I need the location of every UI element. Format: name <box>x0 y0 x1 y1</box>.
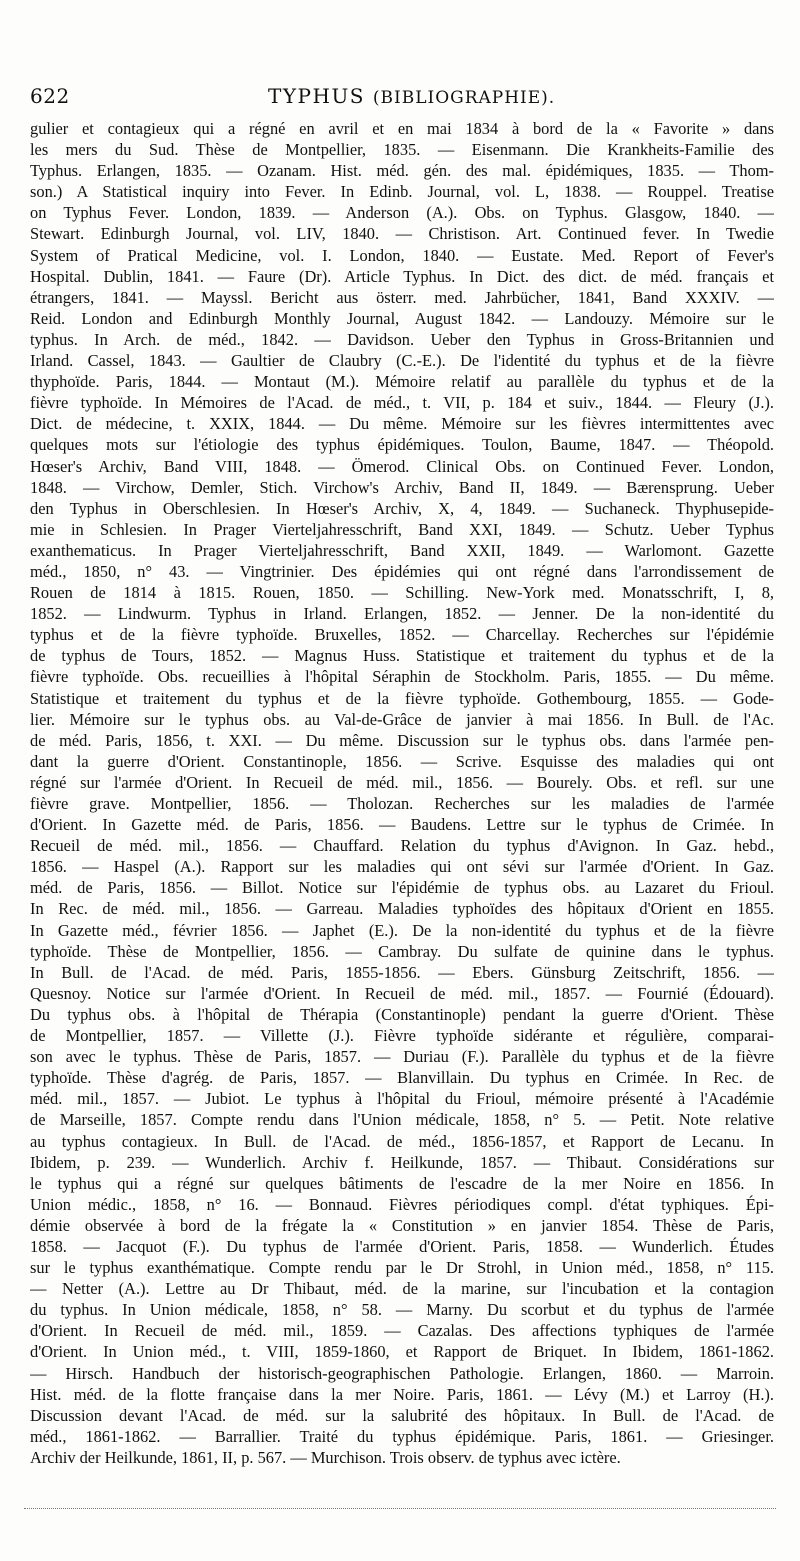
text-line: au typhus contagieux. In Bull. de l'Acad. de méd., 1856-1857, et Rapport de Lecanu. In <box>30 1131 774 1151</box>
text-line: 1852. — Lindwurm. Typhus in Irland. Erlangen, 1852. — Jenner. De la non-identité du <box>30 604 774 624</box>
text-line: son.) A Statistical inquiry into Fever. In Edinb. Journal, vol. L, 1838. — Rouppel. Treatise <box>30 182 774 202</box>
text-line: System of Pratical Medicine, vol. I. London, 1840. — Eustate. Med. Report of Fever's <box>30 245 774 265</box>
text-line: Discussion devant l'Acad. de méd. sur la salubrité des hôpitaux. In Bull. de l'Acad. de <box>30 1405 774 1425</box>
bottom-dotted-rule <box>24 1508 776 1509</box>
text-line: d'Orient. In Gazette méd. de Paris, 1856. — Baudens. Lettre sur le typhus de Crimée. In <box>30 815 774 835</box>
text-line: Quesnoy. Notice sur l'armée d'Orient. In Recueil de méd. mil., 1857. — Fournié (Édouard). <box>30 983 774 1003</box>
text-line: de Marseille, 1857. Compte rendu dans l'Union médicale, 1858, n° 5. — Petit. Note relative <box>30 1110 774 1130</box>
text-line: den Typhus in Oberschlesien. In Hœser's Archiv, X, 4, 1849. — Suchaneck. Thyphusepide- <box>30 498 774 518</box>
text-line: gulier et contagieux qui a régné en avril et en mai 1834 à bord de la « Favorite » dans <box>30 119 774 138</box>
text-line: Ibidem, p. 239. — Wunderlich. Archiv f. Heilkunde, 1857. — Thibaut. Considérations sur <box>30 1152 774 1172</box>
text-line: typhus et de la fièvre typhoïde. Bruxelles, 1852. — Charcellay. Recherches sur l'épidémie <box>30 625 774 645</box>
text-line: thyphoïde. Paris, 1844. — Montaut (M.). Mémoire relatif au parallèle du typhus et de la <box>30 372 774 392</box>
text-line: In Bull. de l'Acad. de méd. Paris, 1855-1856. — Ebers. Günsburg Zeitschrift, 1856. — <box>30 962 774 982</box>
text-line: le typhus qui a régné sur quelques bâtiments de l'escadre de la mer Noire en 1856. In <box>30 1173 774 1193</box>
text-line: Hœser's Archiv, Band VIII, 1848. — Ömerod. Clinical Obs. on Continued Fever. London, <box>30 456 774 476</box>
text-line: de Montpellier, 1857. — Villette (J.). Fièvre typhoïde sidérante et régulière, comparai- <box>30 1026 774 1046</box>
text-line: lier. Mémoire sur le typhus obs. au Val-de-Grâce de janvier à mai 1856. In Bull. de l'Ac. <box>30 709 774 729</box>
text-line: Statistique et traitement du typhus et de la fièvre typhoïde. Gothembourg, 1855. — Gode- <box>30 688 774 708</box>
text-line: d'Orient. In Union méd., t. VIII, 1859-1860, et Rapport de Briquet. In Ibidem, 1861-1862. <box>30 1342 774 1362</box>
text-line: typhoïde. Thèse de Montpellier, 1856. — Cambray. Du sulfate de quinine dans le typhus. <box>30 941 774 961</box>
text-line: Recueil de méd. mil., 1856. — Chauffard. Relation du typhus d'Avignon. In Gaz. hebd., <box>30 836 774 856</box>
text-line: méd., 1850, n° 43. — Vingtrinier. Des épidémies qui ont régné dans l'arrondissement de <box>30 561 774 581</box>
text-line: 1856. — Haspel (A.). Rapport sur les maladies qui ont sévi sur l'armée d'Orient. In Gaz. <box>30 857 774 877</box>
text-line: fièvre typhoïde. In Mémoires de l'Acad. de méd., t. VII, p. 184 et suiv., 1844. — Fleury (J.). <box>30 393 774 413</box>
text-line: les mers du Sud. Thèse de Montpellier, 1835. — Eisenmann. Die Krankheits-Familie des <box>30 140 774 160</box>
page-header <box>30 84 770 114</box>
text-line: étrangers, 1841. — Mayssl. Bericht aus österr. med. Jahrbücher, 1841, Band XXXIV. — <box>30 287 774 307</box>
text-line: son avec le typhus. Thèse de Paris, 1857. — Duriau (F.). Parallèle du typhus et de la fièvre <box>30 1047 774 1067</box>
text-line: 1858. — Jacquot (F.). Du typhus de l'armée d'Orient. Paris, 1858. — Wunderlich. Études <box>30 1236 774 1256</box>
running-head <box>268 84 555 108</box>
text-line: Archiv der Heilkunde, 1861, II, p. 567. — Murchison. Trois observ. de typhus avec ictère. <box>30 1447 621 1467</box>
text-line: Stewart. Edinburgh Journal, vol. LIV, 1840. — Christison. Art. Continued fever. In Twedie <box>30 224 774 244</box>
text-line: Union médic., 1858, n° 16. — Bonnaud. Fièvres périodiques compl. d'état typhiques. Épi- <box>30 1194 774 1214</box>
text-line: Du typhus obs. à l'hôpital de Thérapia (Constantinople) pendant la guerre d'Orient. Thèse <box>30 1004 774 1024</box>
text-line: Typhus. Erlangen, 1835. — Ozanam. Hist. méd. gén. des mal. épidémiques, 1835. — Thom- <box>30 161 774 181</box>
text-line: — Netter (A.). Lettre au Dr Thibaut, méd. de la marine, sur l'incubation et la contagion <box>30 1279 774 1299</box>
text-line: typhus. In Arch. de méd., 1842. — Davidson. Ueber den Typhus in Gross-Britannien und <box>30 329 774 349</box>
text-line: — Hirsch. Handbuch der historisch-geographischen Pathologie. Erlangen, 1860. — Marroin. <box>30 1363 774 1383</box>
text-line: méd., 1861-1862. — Barrallier. Traité du typhus épidémique. Paris, 1861. — Griesinger. <box>30 1426 774 1446</box>
text-line: In Gazette méd., février 1856. — Japhet (E.). De la non-identité du typhus et de la fièvre <box>30 920 774 940</box>
text-line: de méd. Paris, 1856, t. XXI. — Du même. Discussion sur le typhus obs. dans l'armée pen- <box>30 730 774 750</box>
text-line: 1848. — Virchow, Demler, Stich. Virchow's Archiv, Band II, 1849. — Bærensprung. Ueber <box>30 477 774 497</box>
text-line: on Typhus Fever. London, 1839. — Anderson (A.). Obs. on Typhus. Glasgow, 1840. — <box>30 203 774 223</box>
text-line: du typhus. In Union médicale, 1858, n° 58. — Marny. Du scorbut et du typhus de l'armée <box>30 1300 774 1320</box>
text-line: Reid. London and Edinburgh Monthly Journal, August 1842. — Landouzy. Mémoire sur le <box>30 308 774 328</box>
text-line: de typhus de Tours, 1852. — Magnus Huss. Statistique et traitement du typhus et de la <box>30 646 774 666</box>
text-line: In Rec. de méd. mil., 1856. — Garreau. Maladies typhoïdes des hôpitaux d'Orient en 1855. <box>30 899 774 919</box>
text-line: sur le typhus exanthématique. Compte rendu par le Dr Strohl, in Union méd., 1858, n° 115. <box>30 1258 774 1278</box>
running-head-title: TYPHUS <box>268 84 365 108</box>
page-number: 622 <box>30 84 70 108</box>
text-line: Irland. Cassel, 1843. — Gaultier de Claubry (C.-E.). De l'identité du typhus et de la fièvre <box>30 351 774 371</box>
text-line: fièvre typhoïde. Obs. recueillies à l'hôpital Séraphin de Stockholm. Paris, 1855. — Du même. <box>30 667 774 687</box>
text-line: méd. de Paris, 1856. — Billot. Notice sur l'épidémie de typhus obs. au Lazaret du Frioul. <box>30 878 774 898</box>
text-line: mie in Schlesien. In Prager Vierteljahresschrift, Band XXI, 1849. — Schutz. Ueber Typhus <box>30 519 774 539</box>
text-line: démie observée à bord de la frégate la « Constitution » en janvier 1854. Thèse de Paris, <box>30 1215 774 1235</box>
text-line: Hist. méd. de la flotte française dans la mer Noire. Paris, 1861. — Lévy (M.) et Larroy (H.). <box>30 1384 774 1404</box>
text-line: méd. mil., 1857. — Jubiot. Le typhus à l'hôpital du Frioul, mémoire présenté à l'Académie <box>30 1089 774 1109</box>
bibliography-text <box>30 118 774 1468</box>
text-line: dant la guerre d'Orient. Constantinople, 1856. — Scrive. Esquisse des maladies qui ont <box>30 751 774 771</box>
text-line: régné sur l'armée d'Orient. In Recueil de méd. mil., 1856. — Bourely. Obs. et refl. sur une <box>30 772 774 792</box>
text-line: typhoïde. Thèse d'agrég. de Paris, 1857. — Blanvillain. Du typhus en Crimée. In Rec. de <box>30 1068 774 1088</box>
text-line: fièvre grave. Montpellier, 1856. — Tholozan. Recherches sur les maladies de l'armée <box>30 794 774 813</box>
text-line: exanthematicus. In Prager Vierteljahresschrift, Band XXII, 1849. — Warlomont. Gazette <box>30 540 774 560</box>
text-line: Hospital. Dublin, 1841. — Faure (Dr). Article Typhus. In Dict. des dict. de méd. français et <box>30 266 774 286</box>
text-line: quelques mots sur l'étiologie des typhus épidémiques. Toulon, Baume, 1847. — Théopold. <box>30 435 774 455</box>
running-head-subtitle: (BIBLIOGRAPHIE). <box>372 88 556 108</box>
text-line: d'Orient. In Recueil de méd. mil., 1859. — Cazalas. Des affections typhiques de l'armée <box>30 1321 774 1341</box>
text-line: Rouen de 1814 à 1815. Rouen, 1850. — Schilling. New-York med. Monatsschrift, I, 8, <box>30 583 774 603</box>
text-line: Dict. de médecine, t. XXIX, 1844. — Du même. Mémoire sur les fièvres intermittentes avec <box>30 414 774 434</box>
